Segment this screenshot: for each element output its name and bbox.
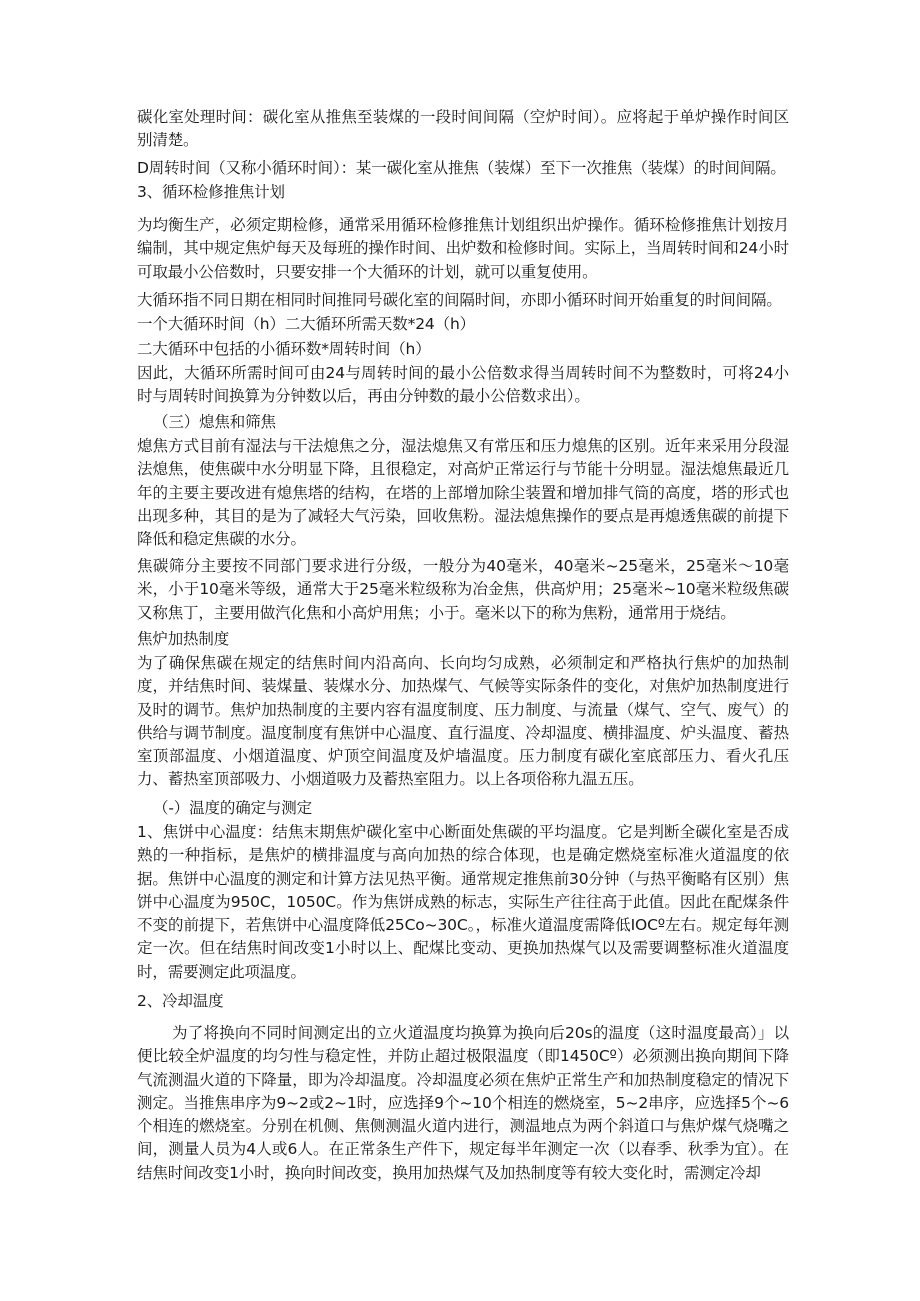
paragraph-coke-screening: 焦碳筛分主要按不同部门要求进行分级，一般分为40毫米，40毫米~25毫米，25毫米～10毫米，小于10毫米等级，通常大于25毫米粒级称为冶金焦，供高炉用；25毫米~10毫米粒级焦碳又称焦丁，主要用做汽化焦和小高炉用焦；小于。毫米以下的称为焦粉，通常用于烧结。: [137, 557, 789, 622]
formula-small-cycle-count: 二大循环中包括的小循环数*周转时间（h）: [137, 340, 431, 358]
paragraph-quenching-methods: 熄焦方式目前有湿法与干法熄焦之分，湿法熄焦又有常压和压力熄焦的区别。近年来采用分段湿法熄焦，使焦碳中水分明显下降，且很稳定，对高炉正常运行与节能十分明显。湿法熄焦最近几年的主要主要改进有熄焦塔的结构，在塔的上部增加除尘装置和增加排气筒的高度，塔的形式也出现多种，其目的是为了减轻大气污染，回收焦粉。湿法熄焦操作的要点是再熄透焦碳的前提下降低和稳定焦碳的水分。: [137, 437, 789, 549]
paragraph-cooling-temperature: 为了将换向不同时间测定出的立火道温度均换算为换向后20s的温度（这时温度最高）」以便比较全炉温度的均匀性与稳定性，并防止超过极限温度（即1450Cº）必须测出换向期间下降气流测温火道的下降量，即为冷却温度。冷却温度必须在焦炉正常生产和加热制度稳定的情况下测定。当推焦串序为9~2或2~1时，应选择9个~10个相连的燃烧室，5~2串序，应选择5个~6个相连的燃烧室。分别在机侧、焦侧测温火道内进行，测温地点为两个斜道口与焦炉煤气烧嘴之间，测量人员为4人或6人。在正常条生产件下，规定每半年测定一次（以春季、秋季为宜）。在结焦时间改变1小时，换向时间改变，换用加热煤气及加热制度等有较大变化时，需测定冷却: [137, 1024, 789, 1182]
heading-cooling-temperature: 2、冷却温度: [137, 992, 224, 1010]
paragraph-big-cycle-definition: 大循环指不同日期在相同时间推同号碳化室的间隔时间，亦即小循环时间开始重复的时间间隔。: [137, 291, 782, 309]
paragraph-carbonization-handling-time: 碳化室处理时间：碳化室从推焦至装煤的一段时间间隔（空炉时间）。应将起于单炉操作时间区别清楚。: [137, 108, 789, 150]
heading-quenching-screening: （三）熄焦和筛焦: [153, 413, 276, 431]
paragraph-balanced-production: 为均衡生产，必须定期检修，通常采用循环检修推焦计划组织出炉操作。循环检修推焦计划按月编制，其中规定焦炉每天及每班的操作时间、出炉数和检修时间。实际上，当周转时间和24小时可取最小公倍数时，只要安排一个大循环的计划，就可以重复使用。: [137, 216, 789, 281]
paragraph-heating-regime: 为了确保焦碳在规定的结焦时间内沿高向、长向均匀成熟，必须制定和严格执行焦炉的加热制度，并结焦时间、装煤量、装煤水分、加热煤气、气候等实际条件的变化，对焦炉加热制度进行及时的调节。焦炉加热制度的主要内容有温度制度、压力制度、与流量（煤气、空气、废气）的供给与调节制度。温度制度有焦饼中心温度、直行温度、冷却温度、横排温度、炉头温度、蓄热室顶部温度、小烟道温度、炉顶空间温度及炉墙温度。压力制度有碳化室底部压力、看火孔压力、蓄热室顶部吸力、小烟道吸力及蓄热室阻力。以上各项俗称九温五压。: [137, 654, 789, 789]
heading-temperature-determination: （-）温度的确定与测定: [153, 799, 312, 817]
heading-heating-regime: 焦炉加热制度: [137, 630, 230, 648]
paragraph-coke-center-temperature: 1、焦饼中心温度：结焦末期焦炉碳化室中心断面处焦碳的平均温度。它是判断全碳化室是否成熟的一种指标，是焦炉的横排温度与高向加热的综合体现，也是确定燃烧室标准火道温度的依据。焦饼中心温度的测定和计算方法见热平衡。通常规定推焦前30分钟（与热平衡略有区别）焦饼中心温度为950C，1050C。作为焦饼成熟的标志，实际生产往往高于此值。因此在配煤条件不变的前提下，若焦饼中心温度降低25Co~30C。，标准火道温度需降低IOCº左右。规定每年测定一次。但在结焦时间改变1小时以上、配煤比变动、更换加热煤气以及需要调整标准火道温度时，需要测定此项温度。: [137, 823, 789, 981]
heading-maintenance-plan: 3、循环检修推焦计划: [137, 183, 285, 201]
formula-big-cycle-time: 一个大循环时间（h）二大循环所需天数*24（h）: [137, 315, 476, 333]
paragraph-lcm-calculation: 因此，大循环所需时间可由24与周转时间的最小公倍数求得当周转时间不为整数时，可将24小时与周转时间换算为分钟数以后，再由分钟数的最小公倍数求出）。: [137, 364, 789, 406]
paragraph-cycle-time: D周转时间（又称小循环时间）：某一碳化室从推焦（装煤）至下一次推焦（装煤）的时间间隔。: [137, 159, 786, 177]
